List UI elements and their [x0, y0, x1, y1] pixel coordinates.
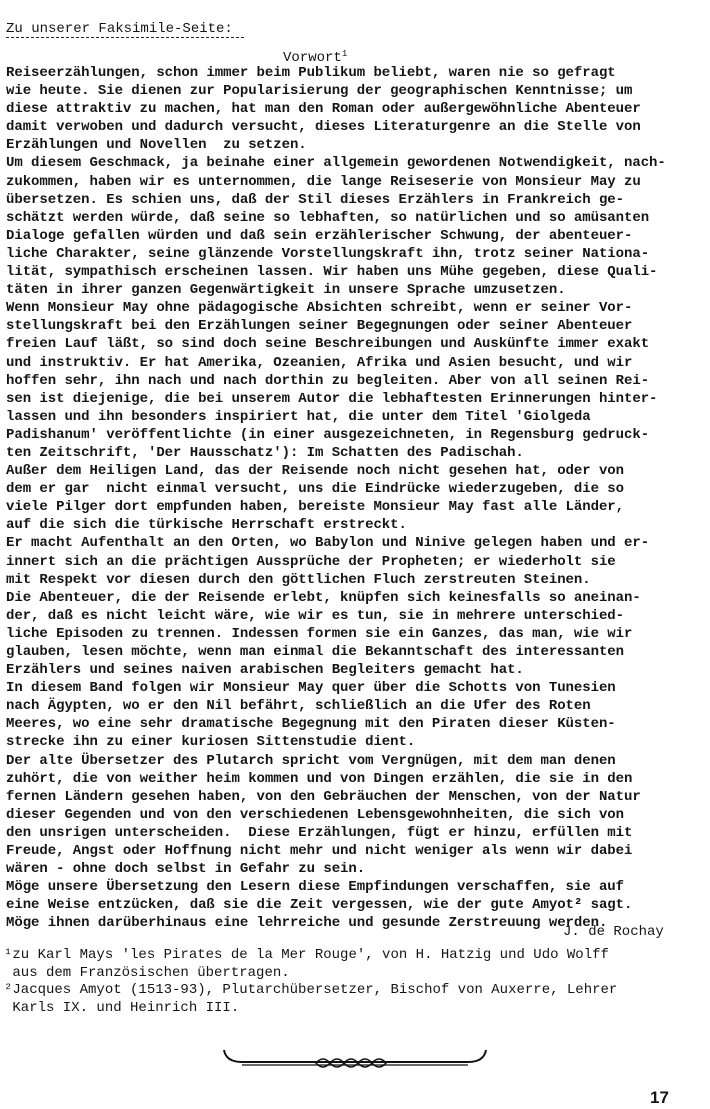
- text-line: freien Lauf läßt, so sind doch seine Beschreibungen und Auskünfte immer exakt: [6, 336, 650, 353]
- text-line: Meeres, wo eine sehr dramatische Begegnung mit den Piraten dieser Küsten-: [6, 716, 616, 733]
- text-line: damit verwoben und dadurch versucht, dieses Literaturgenre an die Stelle von: [6, 119, 641, 136]
- text-line: lassen und ihn besonders inspiriert hat, die unter dem Titel 'Giolgeda: [6, 408, 591, 425]
- text-line: Die Abenteuer, die der Reisende erlebt, knüpfen sich keinesfalls so aneinan-: [6, 589, 641, 606]
- text-line: stellungskraft bei den Erzählungen seiner Begegnungen oder seiner Abenteuer: [6, 318, 633, 335]
- text-line: Dialoge gefallen würden und daß sein erzählerischer Schwung, der abenteuer-: [6, 227, 633, 244]
- text-line: zukommen, haben wir es unternommen, die lange Reiseserie von Monsieur May zu: [6, 173, 641, 190]
- text-line: Der alte Übersetzer des Plutarch spricht vom Vergnügen, mit dem man denen: [6, 752, 616, 769]
- footnote-2: ²Jacques Amyot (1513-93), Plutarchübersetzer, Bischof von Auxerre, Lehrer Karls IX. und Heinrich III.: [4, 982, 618, 1016]
- text-line: täten in ihrer ganzen Gegenwärtigkeit in unsere Sprache umzusetzen.: [6, 282, 566, 299]
- text-line: den unsrigen unterscheiden. Diese Erzählungen, fügt er hinzu, erfüllen mit: [6, 824, 633, 841]
- text-line: Padishanum' veröffentlichte (in einer ausgezeichneten, in Regensburg gedruck-: [6, 426, 650, 443]
- text-line: Möge unsere Übersetzung den Lesern diese Empfindungen verschaffen, sie auf: [6, 879, 625, 896]
- text-line: diese attraktiv zu machen, hat man den Roman oder außergewöhnliche Abenteuer: [6, 101, 641, 118]
- text-line: lität, sympathisch erscheinen lassen. Wir haben uns Mühe gegeben, diese Quali-: [6, 264, 658, 281]
- text-line: dem er gar nicht einmal versucht, uns die Eindrücke wiederzugeben, die so: [6, 481, 625, 498]
- text-line: und instruktiv. Er hat Amerika, Ozeanien, Afrika und Asien besucht, und wir: [6, 354, 633, 371]
- text-line: eine Weise entzücken, daß sie die Zeit vergessen, wie der gute Amyot² sagt.: [6, 897, 633, 914]
- signature: J. de Rochay: [563, 924, 664, 940]
- text-line: wären - ohne doch selbst in Gefahr zu sein.: [6, 861, 366, 878]
- text-line: In diesem Band folgen wir Monsieur May quer über die Schotts von Tunesien: [6, 680, 616, 697]
- text-line: Reiseerzählungen, schon immer beim Publikum beliebt, waren nie so gefragt: [6, 65, 616, 81]
- title-text: Vorwort: [283, 50, 342, 66]
- text-line: liche Episoden zu trennen. Indessen formen sie ein Ganzes, das man, wie wir: [6, 625, 633, 642]
- text-line: übersetzen. Es schien uns, daß der Stil dieses Erzählers in Frankreich ge-: [6, 191, 625, 208]
- header-underline: [6, 37, 244, 38]
- text-line: der, daß es nicht leicht wäre, wie wir es tun, sie in mehrere unterschied-: [6, 607, 625, 624]
- text-line: nach Ägypten, wo er den Nil befährt, schließlich an die Ufer des Roten: [6, 698, 591, 715]
- text-line: Erzählungen und Novellen zu setzen.: [6, 137, 307, 154]
- text-line: Erzählers und seines naiven arabischen Begleiters gemacht hat.: [6, 662, 524, 679]
- text-line: hoffen sehr, ihn nach und nach dorthin zu begleiten. Aber von all seinen Rei-: [6, 372, 650, 389]
- text-line: auf die sich die türkische Herrschaft erstreckt.: [6, 517, 407, 534]
- text-line: Freude, Angst oder Hoffnung nicht mehr und nicht weniger als wenn wir dabei: [6, 843, 633, 860]
- footnote-1: ¹zu Karl Mays 'les Pirates de la Mer Rouge', von H. Hatzig und Udo Wolff aus dem Französischen übertragen.: [4, 947, 609, 981]
- text-line: fernen Ländern gesehen haben, von den Gebräuchen der Menschen, von der Natur: [6, 788, 641, 805]
- text-line: ten Zeitschrift, 'Der Hausschatz'): Im Schatten des Padischah.: [6, 444, 524, 461]
- page-number: 17: [650, 1088, 669, 1107]
- preface-body: [6, 64, 706, 933]
- text-line: schätzt werden würde, daß seine so lebhaften, so natürlichen und so amüsanten: [6, 209, 650, 226]
- text-line: mit Respekt vor diesen durch den göttlichen Fluch zerstreuten Steinen.: [6, 571, 591, 588]
- text-line: glauben, lesen möchte, wenn man einmal die Bekanntschaft des interessanten: [6, 644, 625, 660]
- text-line: Möge ihnen darüberhinaus eine lehrreiche und gesunde Zerstreuung werden.: [6, 915, 608, 932]
- text-line: zuhört, die von weither heim kommen und von Dingen erzählen, die sie in den: [6, 770, 633, 787]
- text-line: viele Pilger dort empfunden haben, bereiste Monsieur May fast alle Länder,: [6, 499, 625, 516]
- text-line: Außer dem Heiligen Land, das der Reisende noch nicht gesehen hat, oder von: [6, 463, 625, 480]
- text-line: Um diesem Geschmack, ja beinahe einer allgemein gewordenen Notwendigkeit, nach-: [6, 155, 666, 172]
- text-line: strecke ihn zu einer kuriosen Sittenstudie dient.: [6, 734, 416, 751]
- title-footnote-marker: 1: [341, 49, 348, 59]
- text-line: Er macht Aufenthalt an den Orten, wo Babylon und Ninive gelegen haben und er-: [6, 535, 650, 552]
- text-line: wie heute. Sie dienen zur Popularisierung der geographischen Kenntnisse; um: [6, 83, 633, 100]
- text-line: sen ist diejenige, die bei unserem Autor die lebhaftesten Erinnerungen hinter-: [6, 390, 658, 407]
- text-line: dieser Gegenden und von den verschiedenen Lebensgewohnheiten, die sich von: [6, 806, 625, 823]
- text-line: Wenn Monsieur May ohne pädagogische Absichten schreibt, wenn er seiner Vor-: [6, 300, 633, 317]
- text-line: innert sich an die prächtigen Aussprüche der Propheten; er wiederholt sie: [6, 553, 616, 570]
- decorative-divider-icon: [220, 1046, 490, 1072]
- text-line: liche Charakter, seine glänzende Vorstellungskraft ihn, trotz seiner Nationa-: [6, 245, 650, 262]
- section-header: Zu unserer Faksimile-Seite:: [6, 21, 233, 37]
